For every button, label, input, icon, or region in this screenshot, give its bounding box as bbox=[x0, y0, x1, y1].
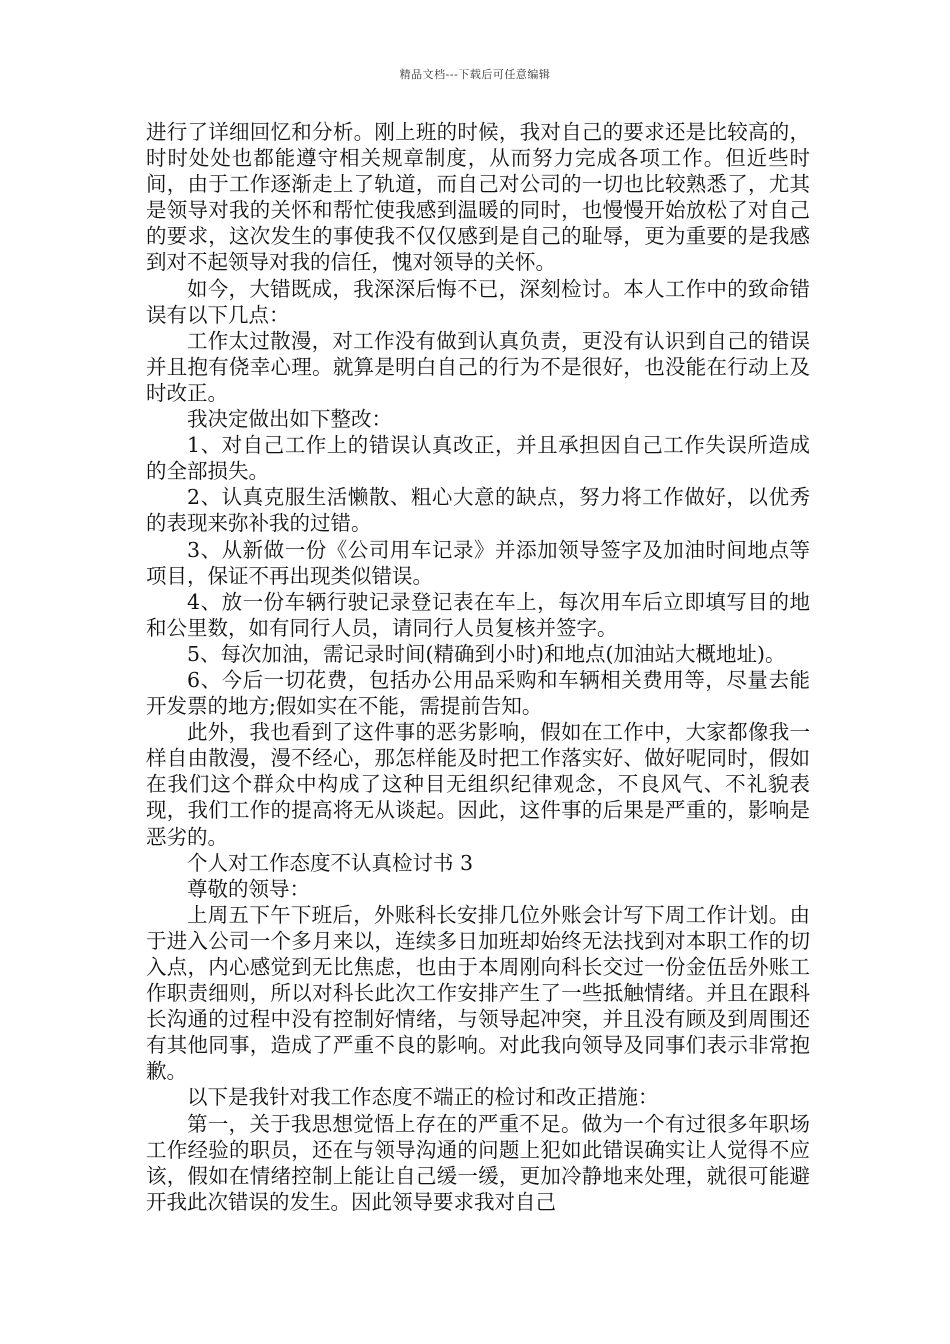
paragraph: 第一，关于我思想觉悟上存在的严重不足。做为一个有过很多年职场工作经验的职员，还在与领导沟通的问题上犯如此错误确实让人觉得不应该，假如在情绪控制上能让自己缓一缓，更加冷静地来处理，就很可能避开我此次错误的发生。因此领导要求我对自己 bbox=[146, 1111, 810, 1214]
list-item: 1、对自己工作上的错误认真改正，并且承担因自己工作失误所造成的全部损失。 bbox=[146, 433, 810, 484]
list-item: 2、认真克服生活懒散、粗心大意的缺点，努力将工作做好，以优秀的表现来弥补我的过错。 bbox=[146, 485, 810, 536]
paragraph: 上周五下午下班后，外账科长安排几位外账会计写下周工作计划。由于进入公司一个多月来以，连续多日加班却始终无法找到对本职工作的切入点，内心感觉到无比焦虑，也由于本周刚向科长交过一份金伍岳外账工作职责细则，所以对科长此次工作安排产生了一些抵触情绪。并且在跟科长沟通的过程中没有控制好情绪，与领导起冲突，并且没有顾及到周围还有其他同事，造成了严重不良的影响。对此我向领导及同事们表示非常抱歉。 bbox=[146, 902, 810, 1084]
salutation: 尊敬的领导： bbox=[187, 876, 310, 901]
paragraph: 如今，大错既成，我深深后悔不已，深刻检讨。本人工作中的致命错误有以下几点： bbox=[146, 276, 810, 327]
paragraph: 工作太过散漫，对工作没有做到认真负责，更没有认识到自己的错误并且抱有侥幸心理。就算是明白自己的行为不是很好，也没能在行动上及时改正。 bbox=[146, 328, 810, 405]
list-item: 3、从新做一份《公司用车记录》并添加领导签字及加油时间地点等项目，保证不再出现类似错误。 bbox=[146, 537, 810, 588]
paragraph: 进行了详细回忆和分析。刚上班的时候，我对自己的要求还是比较高的，时时处处也都能遵守相关规章制度，从而努力完成各项工作。但近些时间，由于工作逐渐走上了轨道，而自己对公司的一切也比较熟悉了，尤其是领导对我的关怀和帮忙使我感到温暖的同时，也慢慢开始放松了对自己的要求，这次发生的事使我不仅仅感到是自己的耻辱，更为重要的是我感到对不起领导对我的信任，愧对领导的关怀。 bbox=[146, 120, 810, 275]
list-item: 4、放一份车辆行驶记录登记表在车上，每次用车后立即填写目的地和公里数，如有同行人员，请同行人员复核并签字。 bbox=[146, 589, 810, 640]
list-item: 5、每次加油，需记录时间(精确到小时)和地点(加油站大概地址)。 bbox=[187, 641, 786, 666]
section-title: 个人对工作态度不认真检讨书 3 bbox=[187, 850, 474, 875]
list-item: 6、今后一切花费，包括办公用品采购和车辆相关费用等，尽量去能开发票的地方;假如实在不能，需提前告知。 bbox=[146, 667, 810, 719]
paragraph: 此外，我也看到了这件事的恶劣影响，假如在工作中，大家都像我一样自由散漫，漫不经心，那怎样能及时把工作落实好、做好呢同时，假如在我们这个群众中构成了这种目无组织纪律观念，不良风气、不礼貌表现，我们工作的提高将无从谈起。因此，这件事的后果是严重的，影响是恶劣的。 bbox=[146, 720, 810, 849]
paragraph: 我决定做出如下整改： bbox=[187, 407, 392, 432]
page-header: 精品文档---下载后可任意编辑 bbox=[399, 68, 551, 81]
document-body bbox=[146, 119, 810, 1215]
paragraph: 以下是我针对我工作态度不端正的检讨和改正措施： bbox=[187, 1085, 659, 1110]
